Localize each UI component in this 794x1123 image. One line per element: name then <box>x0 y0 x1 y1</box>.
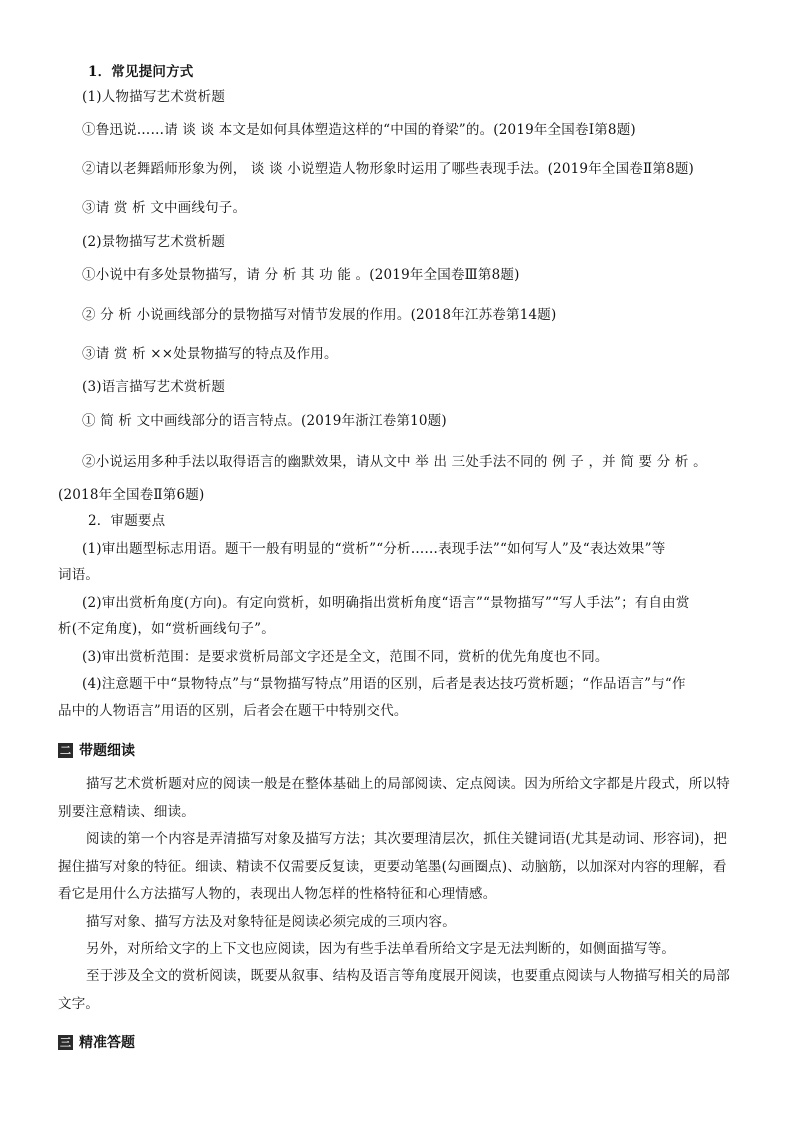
section-3-header <box>58 1032 135 1052</box>
question-5: ② 分 析 小说画线部分的景物描写对情节发展的作用。(2018年江苏卷第14题) <box>82 307 557 323</box>
question-2: ②请以老舞蹈师形象为例， 谈 谈 小说塑造人物形象时运用了哪些表现手法。(2019年全国卷Ⅱ第8题) <box>82 161 695 177</box>
reading-para-1-cont: 别要注意精读、细读。 <box>58 804 195 820</box>
reading-para-2-cont2: 看它是用什么方法描写人物的，表现出人物怎样的性格特征和心理情感。 <box>58 886 497 902</box>
question-8: ②小说运用多种手法以取得语言的幽默效果，请从文中 举 出 三处手法不同的 例 子 ，并 简 要 分 析 。 <box>82 454 707 470</box>
reading-para-5-cont: 文字。 <box>58 996 100 1012</box>
reading-para-5: 至于涉及全文的赏析阅读，既要从叙事、结构及语言等角度展开阅读，也要重点阅读与人物描写相关的局部 <box>86 968 730 984</box>
review-point-2-cont: 析(不定角度)，如“赏析画线句子”。 <box>58 621 275 637</box>
section-2-header <box>58 740 135 760</box>
reading-para-1: 描写艺术赏析题对应的阅读一般是在整体基础上的局部阅读、定点阅读。因为所给文字都是片段式，所以特 <box>86 776 730 792</box>
review-point-4: (4)注意题干中“景物特点”与“景物描写特点”用语的区别，后者是表达技巧赏析题；“作品语言”与“作 <box>82 676 686 692</box>
reading-para-3: 描写对象、描写方法及对象特征是阅读必须完成的三项内容。 <box>86 914 456 930</box>
section-2-number-badge: 二 <box>60 743 71 757</box>
question-1: ①鲁迅说……请 谈 谈 本文是如何具体塑造这样的“中国的脊梁”的。(2019年全国卷Ⅰ第8题) <box>82 122 636 138</box>
part2-heading: 2．审题要点 <box>88 513 166 529</box>
review-point-4-cont: 品中的人物语言”用语的区别，后者会在题干中特别交代。 <box>58 703 408 719</box>
question-4: ①小说中有多处景物描写，请 分 析 其 功 能 。(2019年全国卷Ⅲ第8题) <box>82 267 520 283</box>
review-point-3: (3)审出赏析范围：是要求赏析局部文字还是全文，范围不同，赏析的优先角度也不同。 <box>82 649 609 665</box>
section-3-number-badge: 三 <box>60 1035 71 1049</box>
review-point-1: (1)审出题型标志用语。题干一般有明显的“赏析”“分析……表现手法”“如何写人”及“表达效果”等 <box>82 541 666 557</box>
category-1: (1)人物描写艺术赏析题 <box>82 89 226 105</box>
category-2: (2)景物描写艺术赏析题 <box>82 234 226 250</box>
question-3: ③请 赏 析 文中画线句子。 <box>82 200 247 216</box>
reading-para-4: 另外，对所给文字的上下文也应阅读，因为有些手法单看所给文字是无法判断的，如侧面描写等。 <box>86 941 676 957</box>
reading-para-2-cont: 握住描写对象的特征。细读、精读不仅需要反复读，更要动笔墨(勾画圈点)、动脑筋，以加深对内容的理解，看 <box>58 859 727 875</box>
review-point-2: (2)审出赏析角度(方向)。有定向赏析，如明确指出赏析角度“语言”“景物描写”“写人手法”；有自由赏 <box>82 595 690 611</box>
reading-para-2: 阅读的第一个内容是弄清描写对象及描写方法；其次要理清层次，抓住关键词语(尤其是动词、形容词)，把 <box>86 831 728 847</box>
question-6: ③请 赏 析 ××处景物描写的特点及作用。 <box>82 346 338 362</box>
part1-heading: 1．常见提问方式 <box>88 64 194 80</box>
section-2-title: 带题细读 <box>79 743 135 759</box>
question-7: ① 简 析 文中画线部分的语言特点。(2019年浙江卷第10题) <box>82 413 447 429</box>
category-3: (3)语言描写艺术赏析题 <box>82 379 226 395</box>
review-point-1-cont: 词语。 <box>58 567 100 583</box>
question-8-source: (2018年全国卷Ⅱ第6题) <box>58 487 205 503</box>
section-3-title: 精准答题 <box>79 1035 135 1051</box>
